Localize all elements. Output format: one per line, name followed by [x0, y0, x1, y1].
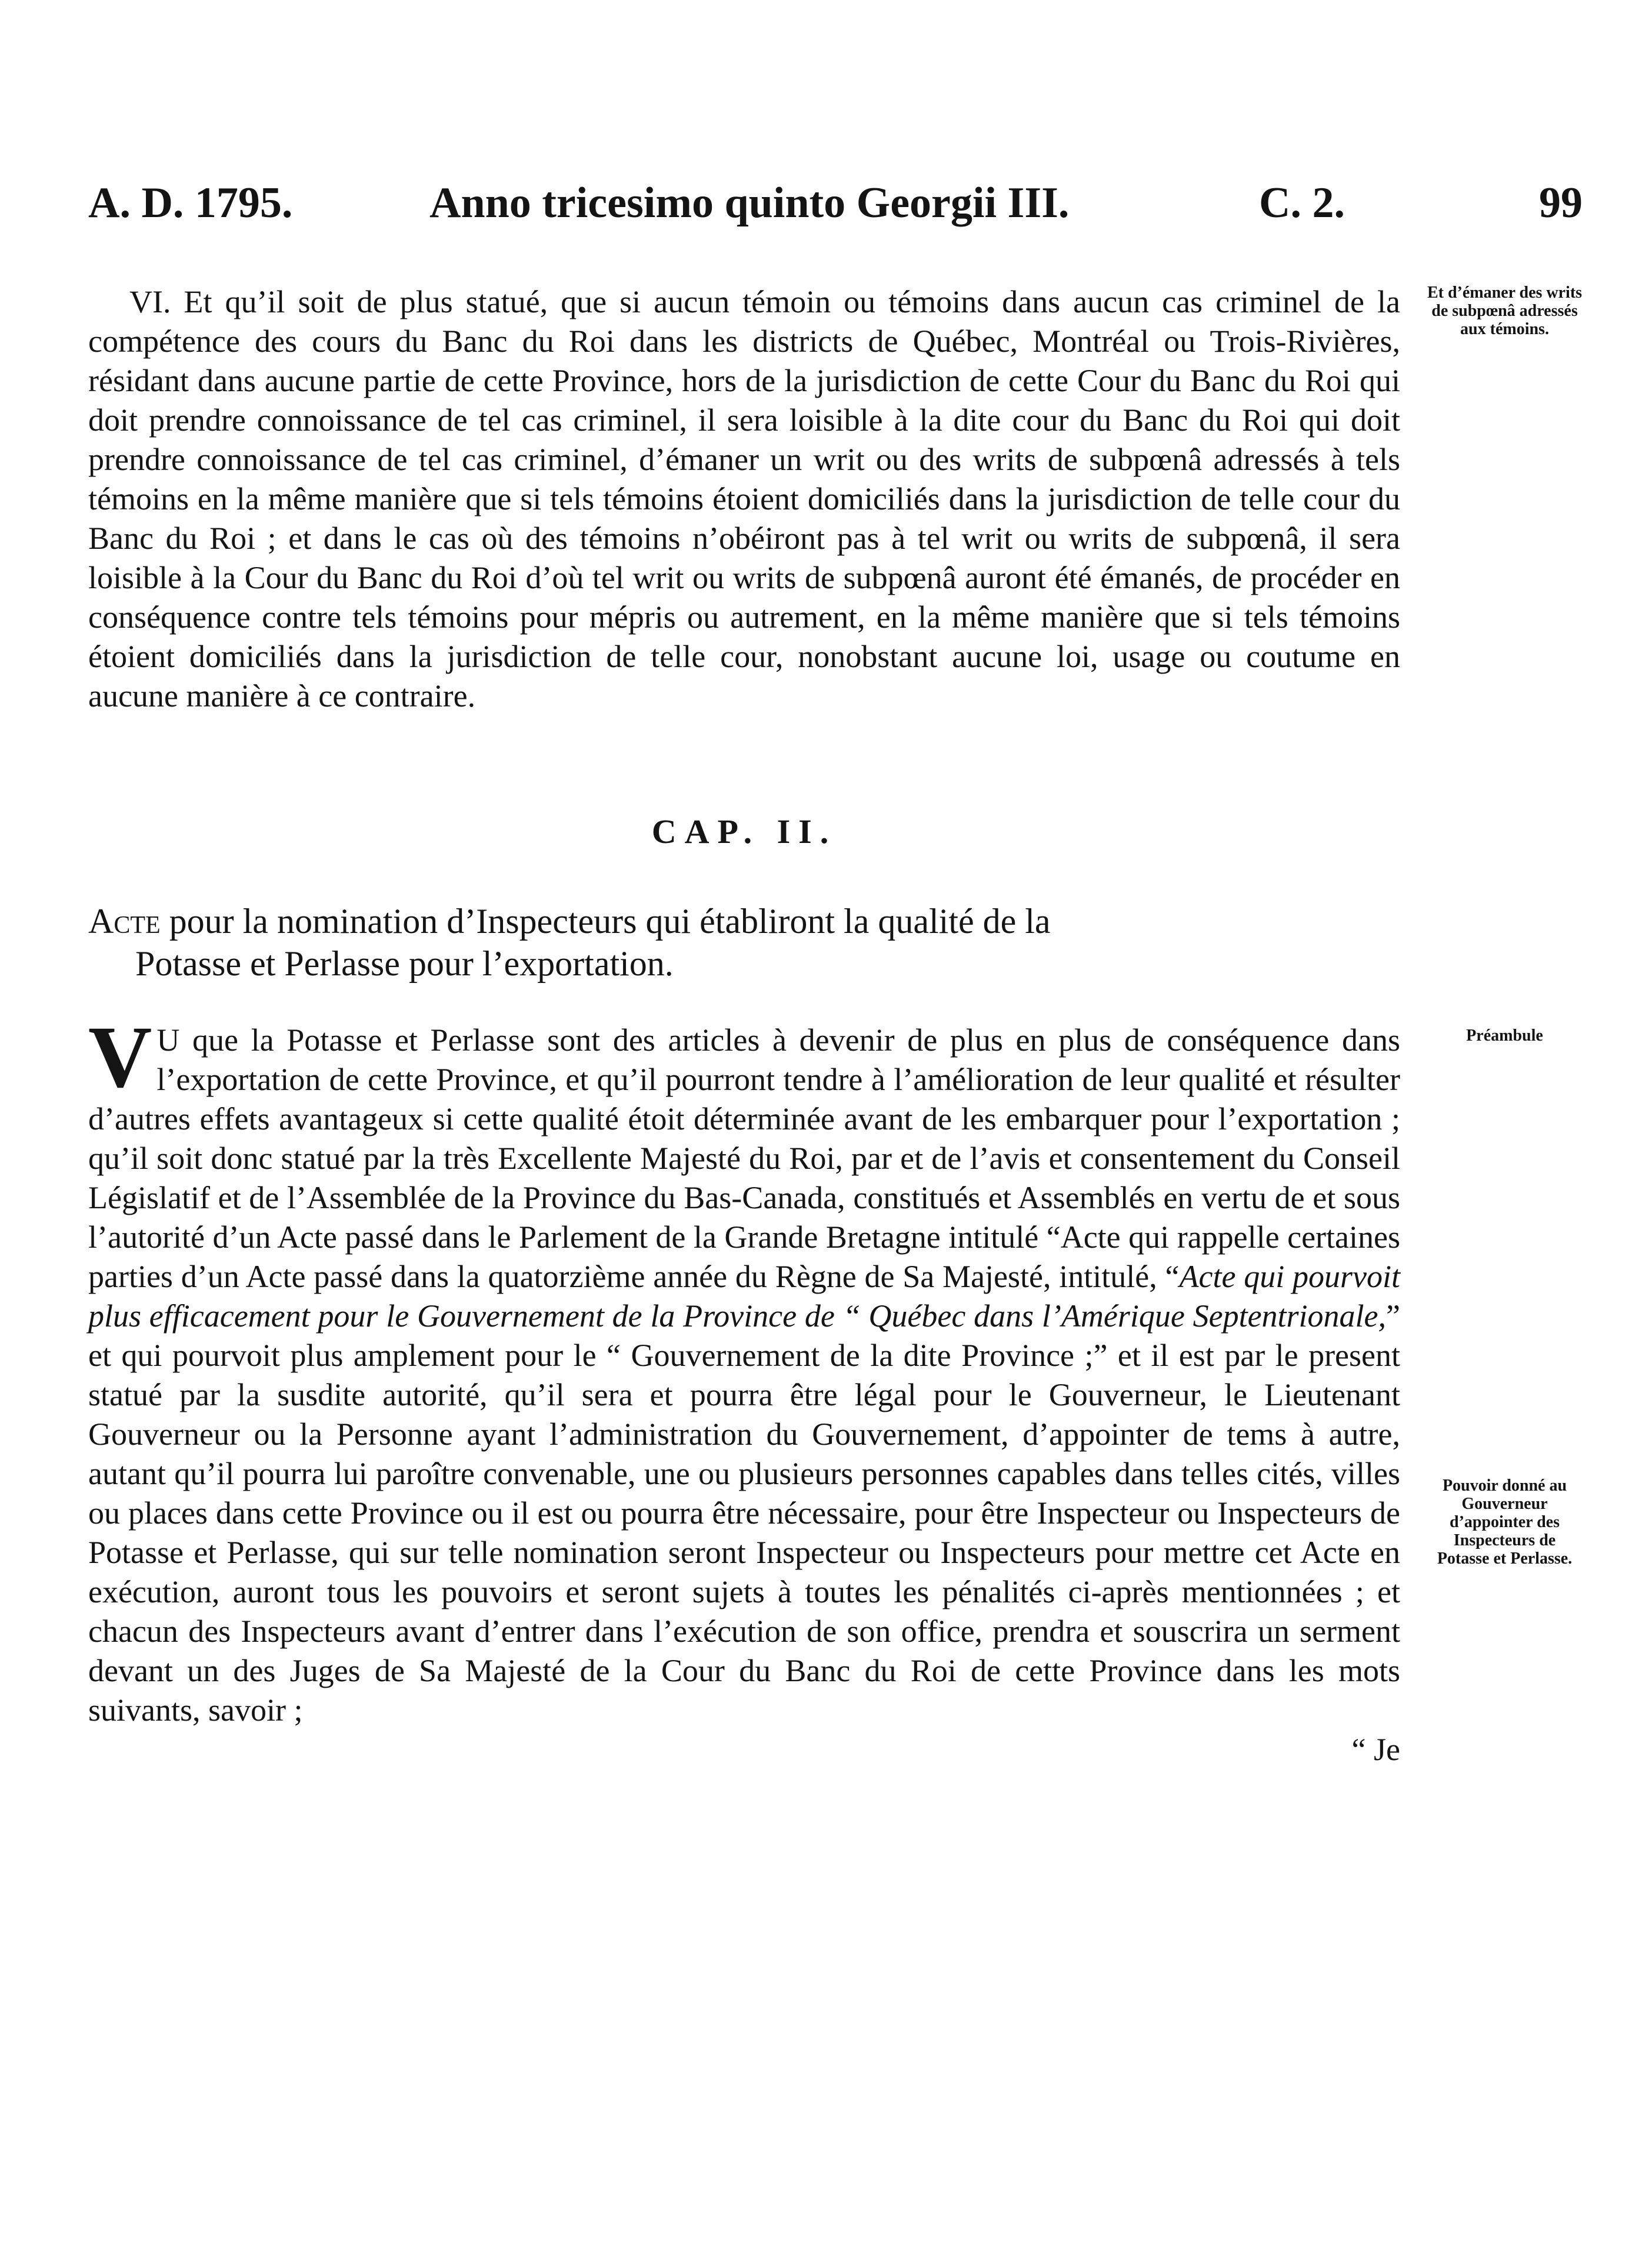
margin-note-subpoena: Et d’émaner des writs de subpœnâ adressés aux témoins. — [1427, 284, 1583, 338]
act-title — [88, 900, 1400, 985]
drop-cap: V — [88, 1008, 152, 1106]
header-year: A. D. 1795. — [88, 179, 293, 227]
act-title-line1: pour la nomination d’Inspecteurs qui établiront la qualité de la — [169, 902, 1051, 941]
section-vi-paragraph: VI. Et qu’il soit de plus statué, que si aucun témoin ou témoins dans aucun cas criminel de la compétence des cours du Banc du Roi dans les districts de Québec, Montréal ou Trois-Rivières, résidant dans aucune partie de cette Province, hors de la jurisdiction de cette Cour du Banc du Roi qui doit prendre connoissance de tel cas criminel, il sera loisible à la dite cour du Banc du Roi qui doit prendre connoissance de tel cas criminel, d’émaner un writ ou des writs de subpœnâ adressés à tels témoins en la même manière que si tels témoins étoient domiciliés dans la jurisdiction de telle cour du Banc du Roi ; et dans le cas où des témoins n’obéiront pas à tel writ ou writs de subpœnâ, il sera loisible à la Cour du Banc du Roi d’où tel writ ou writs de subpœnâ auront été émanés, de procéder en conséquence contre tels témoins pour mépris ou autrement, en la même manière que si tels témoins étoient domiciliés dans la jurisdiction de telle cour, nonobstant aucune loi, usage ou coutume en aucune manière à ce contraire. — [88, 284, 1400, 714]
header-regnal-year: Anno tricesimo quinto Georgii III. — [429, 179, 1070, 227]
act-title-line2: Potasse et Perlasse pour l’exportation. — [135, 944, 674, 983]
preamble-paragraph — [88, 1008, 1401, 1769]
margin-note-preamble: Préambule — [1466, 1026, 1543, 1045]
page-number: 99 — [1539, 179, 1583, 227]
preamble-italic-title: Acte qui pourvoit plus efficacement pour le Gouvernement de la Province de “ Québec dans l’Amérique Septentrionale, — [88, 1259, 1401, 1334]
act-section — [88, 0, 1400, 2263]
preamble-text-part1: U que la Potasse et Perlasse sont des articles à devenir de plus en plus de conséquence dans l’exportation de cette Province, et qu’il pourront tendre à l’amélioration de leur qualité et résulter d’autres effets avantageux si cette qualité étoit déterminée avant de les embarquer pour l’exportation ; qu’il soit donc statué par la très Excellente Majesté du Roi, par et de l’avis et consentement du Conseil Législatif et de l’Assemblée de la Province du Bas-Canada, constitués et Assemblés en vertu de et sous l’autorité d’un Acte passé dans le Parlement de la Grande Bretagne intitulé “Acte qui rappelle certaines parties d’un Acte passé dans la quatorzième année du Règne de Sa Majesté, intitulé, “ — [88, 1022, 1400, 1294]
margin-note-inspectors: Pouvoir donné au Gouverneur d’appointer des Inspecteurs de Potasse et Perlasse. — [1437, 1477, 1573, 1568]
act-title-lead: Acte — [88, 902, 161, 941]
preamble-text-part2: ” et qui pourvoit plus amplement pour le “ Gouvernement de la dite Province ;” et il est par le present statué par la susdite autorité, qu’il sera et pourra être légal pour le Gouverneur, le Lieutenant Gouverneur ou la Personne ayant l’administration du Gouvernement, d’appointer de tems à autre, autant qu’il pourra lui paroître convenable, une ou plusieurs personnes capables dans telles cités, villes ou places dans cette Province ou il est ou pourra être nécessaire, pour être Inspecteur ou Inspecteurs de Potasse et Perlasse, qui sur telle nomination seront Inspecteur ou Inspecteurs pour mettre cet Acte en exécution, auront tous les pouvoirs et seront sujets à toutes les pénalités ci-après mentionnées ; et chacun des Inspecteurs avant d’entrer dans l’exécution de son office, prendra et souscrira un serment devant un des Juges de Sa Majesté de la Cour du Banc du Roi de cette Province dans les mots suivants, savoir ; — [88, 1298, 1400, 1728]
chapter-heading: CAP. II. — [651, 812, 837, 851]
catchword: “ Je — [1351, 1732, 1400, 1767]
header-chapter: C. 2. — [1259, 179, 1345, 227]
